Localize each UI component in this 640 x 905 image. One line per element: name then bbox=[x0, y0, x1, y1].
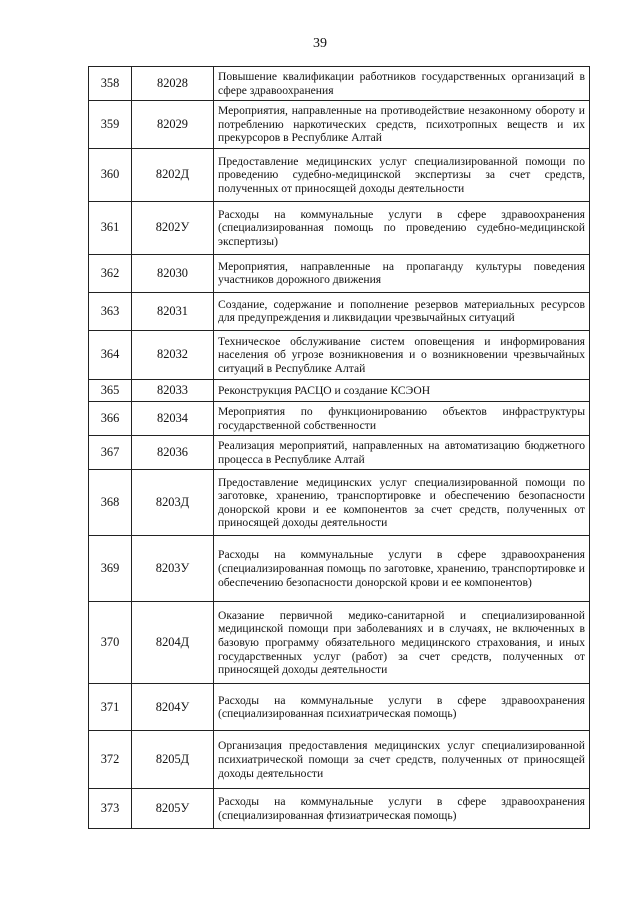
row-code: 8205У bbox=[132, 789, 214, 829]
row-description: Реализация мероприятий, направленных на автоматизацию бюджетного процесса в Республике Алтай bbox=[214, 436, 590, 470]
row-code: 82031 bbox=[132, 292, 214, 330]
table-row bbox=[89, 101, 590, 149]
table-row bbox=[89, 292, 590, 330]
row-number: 363 bbox=[89, 292, 132, 330]
table-row bbox=[89, 470, 590, 536]
row-code: 8203Д bbox=[132, 470, 214, 536]
table-row bbox=[89, 731, 590, 789]
row-description: Мероприятия по функционированию объектов инфраструктуры государственной собственности bbox=[214, 401, 590, 435]
row-number: 366 bbox=[89, 401, 132, 435]
table-row bbox=[89, 201, 590, 254]
row-number: 364 bbox=[89, 330, 132, 379]
row-number: 365 bbox=[89, 379, 132, 401]
row-code: 82033 bbox=[132, 379, 214, 401]
row-number: 360 bbox=[89, 148, 132, 201]
row-number: 372 bbox=[89, 731, 132, 789]
row-number: 361 bbox=[89, 201, 132, 254]
row-code: 82028 bbox=[132, 67, 214, 101]
row-code: 82034 bbox=[132, 401, 214, 435]
table-row bbox=[89, 379, 590, 401]
row-description: Расходы на коммунальные услуги в сфере здравоохранения (специализированная психиатрическая помощь) bbox=[214, 684, 590, 731]
row-code: 8203У bbox=[132, 536, 214, 602]
row-number: 362 bbox=[89, 254, 132, 292]
row-description: Расходы на коммунальные услуги в сфере здравоохранения (специализированная помощь по проведению судебно-медицинской экспертизы) bbox=[214, 201, 590, 254]
row-description: Мероприятия, направленные на пропаганду культуры поведения участников дорожного движения bbox=[214, 254, 590, 292]
table-row bbox=[89, 536, 590, 602]
page-number: 39 bbox=[313, 36, 327, 51]
table-row bbox=[89, 602, 590, 684]
row-description: Реконструкция РАСЦО и создание КСЭОН bbox=[214, 379, 590, 401]
row-number: 368 bbox=[89, 470, 132, 536]
row-description: Организация предоставления медицинских услуг специализированной психиатрической помощи за счет средств, полученных от приносящей доходы деятельности bbox=[214, 731, 590, 789]
row-description: Расходы на коммунальные услуги в сфере здравоохранения (специализированная фтизиатрическая помощь) bbox=[214, 789, 590, 829]
table-row bbox=[89, 148, 590, 201]
row-number: 359 bbox=[89, 101, 132, 149]
row-description: Предоставление медицинских услуг специализированной помощи по заготовке, хранению, транспортировке и обеспечению безопасности донорской крови и ее компонентов за счет средств, полученных от приносящей доходы деятельности bbox=[214, 470, 590, 536]
row-description: Расходы на коммунальные услуги в сфере здравоохранения (специализированная помощь по заготовке, хранению, транспортировке и обеспечению безопасности донорской крови и ее компонентов) bbox=[214, 536, 590, 602]
row-code: 82036 bbox=[132, 436, 214, 470]
row-description: Оказание первичной медико-санитарной и специализированной медицинской помощи при заболеваниях и в случаях, не включенных в базовую программу обязательного медицинского страхования, и иных государственных услуг (работ) за счет средств, полученных от приносящей доходы деятельности bbox=[214, 602, 590, 684]
row-code: 8205Д bbox=[132, 731, 214, 789]
row-code: 82032 bbox=[132, 330, 214, 379]
row-description: Мероприятия, направленные на противодействие незаконному обороту и потреблению наркотических средств, психотропных веществ и их прекурсоров в Республике Алтай bbox=[214, 101, 590, 149]
row-description: Повышение квалификации работников государственных организаций в сфере здравоохранения bbox=[214, 67, 590, 101]
row-number: 358 bbox=[89, 67, 132, 101]
row-number: 371 bbox=[89, 684, 132, 731]
row-code: 82029 bbox=[132, 101, 214, 149]
table-row bbox=[89, 436, 590, 470]
row-code: 8202У bbox=[132, 201, 214, 254]
table-row bbox=[89, 401, 590, 435]
row-number: 369 bbox=[89, 536, 132, 602]
row-description: Техническое обслуживание систем оповещения и информирования населения об угрозе возникновения и о возникновении чрезвычайных ситуаций в Республике Алтай bbox=[214, 330, 590, 379]
budget-codes-table bbox=[88, 66, 590, 829]
row-number: 370 bbox=[89, 602, 132, 684]
table-row bbox=[89, 684, 590, 731]
row-code: 8204Д bbox=[132, 602, 214, 684]
row-code: 82030 bbox=[132, 254, 214, 292]
row-code: 8202Д bbox=[132, 148, 214, 201]
row-description: Создание, содержание и пополнение резервов материальных ресурсов для предупреждения и ликвидации чрезвычайных ситуаций bbox=[214, 292, 590, 330]
table-row bbox=[89, 254, 590, 292]
row-code: 8204У bbox=[132, 684, 214, 731]
table-row bbox=[89, 789, 590, 829]
row-number: 373 bbox=[89, 789, 132, 829]
table-row bbox=[89, 330, 590, 379]
table-row bbox=[89, 67, 590, 101]
row-number: 367 bbox=[89, 436, 132, 470]
row-description: Предоставление медицинских услуг специализированной помощи по проведению судебно-медицинской экспертизы за счет средств, полученных от приносящей доходы деятельности bbox=[214, 148, 590, 201]
